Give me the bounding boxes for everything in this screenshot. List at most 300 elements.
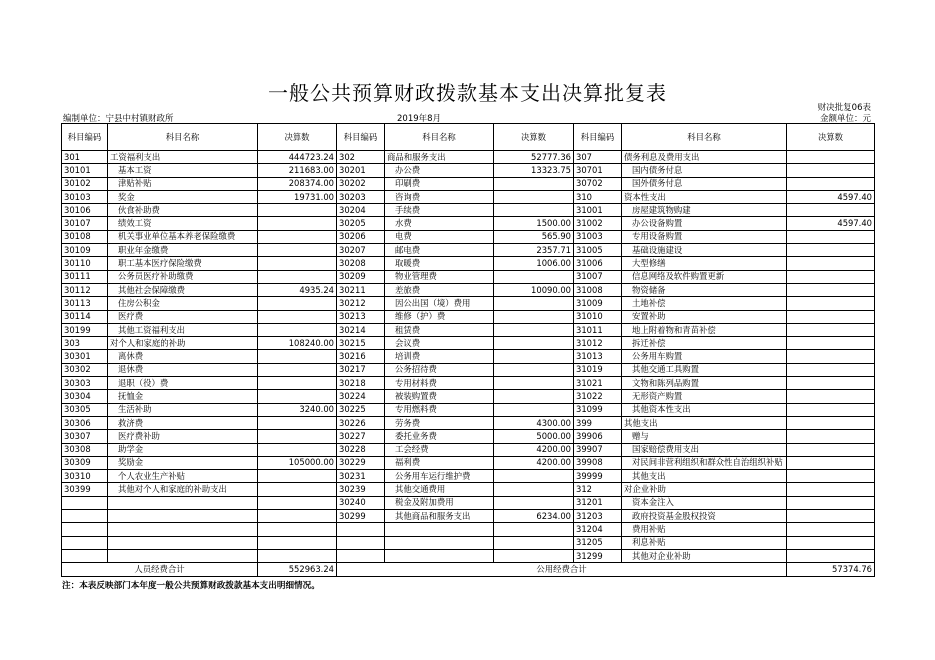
- account-name: 拆迁补偿: [622, 337, 787, 350]
- amount: [787, 443, 875, 456]
- table-row: [62, 337, 875, 350]
- account-code: 30702: [574, 177, 622, 190]
- totals-row: [62, 563, 875, 576]
- account-code: 30103: [62, 190, 108, 203]
- account-code: 30204: [337, 204, 385, 217]
- account-name: 离休费: [108, 350, 258, 363]
- account-code: 30209: [337, 270, 385, 283]
- account-code: 30111: [62, 270, 108, 283]
- amount: [258, 297, 337, 310]
- account-code: 39907: [574, 443, 622, 456]
- account-name: 国外债务付息: [622, 177, 787, 190]
- account-code: 30216: [337, 350, 385, 363]
- table-row: [62, 310, 875, 323]
- account-name: 办公设备购置: [622, 217, 787, 230]
- account-code: 31011: [574, 323, 622, 336]
- table-row: [62, 377, 875, 390]
- account-name: 其他对企业补助: [622, 549, 787, 562]
- amount: [258, 549, 337, 562]
- account-code: 30218: [337, 377, 385, 390]
- amount: 13323.75: [494, 164, 574, 177]
- account-code: 31005: [574, 244, 622, 257]
- amount: 108240.00: [258, 337, 337, 350]
- public-total-value: 57374.76: [787, 563, 875, 576]
- account-name: 专用燃料费: [385, 403, 494, 416]
- account-name: 工资福利支出: [108, 151, 258, 164]
- account-name: 手续费: [385, 204, 494, 217]
- amount: [787, 416, 875, 429]
- account-code: 31012: [574, 337, 622, 350]
- amount: [494, 350, 574, 363]
- account-name: 物业管理费: [385, 270, 494, 283]
- amount: [258, 230, 337, 243]
- amount: 1006.00: [494, 257, 574, 270]
- account-code: 31204: [574, 523, 622, 536]
- account-name: 其他社会保障缴费: [108, 283, 258, 296]
- public-total-label: 公用经费合计: [337, 563, 787, 576]
- account-name: 房屋建筑物购建: [622, 204, 787, 217]
- account-code: 30208: [337, 257, 385, 270]
- account-code: 31003: [574, 230, 622, 243]
- account-name: 生活补助: [108, 403, 258, 416]
- account-code: 30201: [337, 164, 385, 177]
- account-code: 307: [574, 151, 622, 164]
- account-name: 退职（役）费: [108, 377, 258, 390]
- account-code: 30304: [62, 390, 108, 403]
- table-row: [62, 416, 875, 429]
- table-row: [62, 363, 875, 376]
- account-name: 其他支出: [622, 470, 787, 483]
- account-name: 大型修缮: [622, 257, 787, 270]
- amount: [787, 297, 875, 310]
- amount: [787, 270, 875, 283]
- table-row: [62, 390, 875, 403]
- amount: [494, 483, 574, 496]
- amount: [787, 536, 875, 549]
- table-row: [62, 297, 875, 310]
- account-code: 39999: [574, 470, 622, 483]
- amount: 4200.00: [494, 456, 574, 469]
- account-name: 邮电费: [385, 244, 494, 257]
- account-code: 31007: [574, 270, 622, 283]
- account-name: 安置补助: [622, 310, 787, 323]
- account-name: 职业年金缴费: [108, 244, 258, 257]
- account-code: [337, 536, 385, 549]
- amount: [787, 151, 875, 164]
- account-name: 其他对个人和家庭的补助支出: [108, 483, 258, 496]
- account-code: 31019: [574, 363, 622, 376]
- amount: [494, 310, 574, 323]
- amount: 211683.00: [258, 164, 337, 177]
- header-amount: 决算数: [258, 124, 337, 151]
- table-row: [62, 283, 875, 296]
- header-name: 科目名称: [108, 124, 258, 151]
- amount: 19731.00: [258, 190, 337, 203]
- amount: [787, 403, 875, 416]
- account-name: 机关事业单位基本养老保险缴费: [108, 230, 258, 243]
- amount: [494, 523, 574, 536]
- account-name: 办公费: [385, 164, 494, 177]
- table-row: [62, 151, 875, 164]
- table-row: [62, 456, 875, 469]
- amount: [258, 244, 337, 257]
- account-code: 30211: [337, 283, 385, 296]
- amount: [494, 177, 574, 190]
- account-code: 30102: [62, 177, 108, 190]
- account-name: 公务招待费: [385, 363, 494, 376]
- amount: [787, 483, 875, 496]
- account-code: 30212: [337, 297, 385, 310]
- account-code: 30299: [337, 510, 385, 523]
- amount: [787, 456, 875, 469]
- account-name: 电费: [385, 230, 494, 243]
- account-name: 国家赔偿费用支出: [622, 443, 787, 456]
- account-name: 地上附着物和青苗补偿: [622, 323, 787, 336]
- account-code: 30309: [62, 456, 108, 469]
- amount: [258, 430, 337, 443]
- account-name: 公务用车购置: [622, 350, 787, 363]
- account-code: 30310: [62, 470, 108, 483]
- account-name: 政府投资基金股权投资: [622, 510, 787, 523]
- header-amount: 决算数: [494, 124, 574, 151]
- account-name: [385, 523, 494, 536]
- amount: [258, 416, 337, 429]
- table-row: [62, 190, 875, 203]
- amount: [494, 377, 574, 390]
- account-code: 30199: [62, 323, 108, 336]
- account-name: 公务员医疗补助缴费: [108, 270, 258, 283]
- account-code: 301: [62, 151, 108, 164]
- account-code: 30106: [62, 204, 108, 217]
- amount: [494, 270, 574, 283]
- amount: [258, 523, 337, 536]
- account-name: 被装购置费: [385, 390, 494, 403]
- account-name: 培训费: [385, 350, 494, 363]
- amount: [494, 390, 574, 403]
- account-name: 因公出国（境）费用: [385, 297, 494, 310]
- account-name: 职工基本医疗保险缴费: [108, 257, 258, 270]
- amount-unit: 金额单位：元: [819, 114, 871, 124]
- account-code: 31002: [574, 217, 622, 230]
- amount: [258, 510, 337, 523]
- amount: 10090.00: [494, 283, 574, 296]
- table-row: [62, 523, 875, 536]
- account-code: 399: [574, 416, 622, 429]
- amount: [787, 350, 875, 363]
- amount: [494, 536, 574, 549]
- amount: [787, 337, 875, 350]
- account-name: 物资储备: [622, 283, 787, 296]
- amount: 565.90: [494, 230, 574, 243]
- table-row: [62, 164, 875, 177]
- account-code: 30109: [62, 244, 108, 257]
- amount: [258, 470, 337, 483]
- account-code: 31203: [574, 510, 622, 523]
- amount: [258, 443, 337, 456]
- amount: [787, 283, 875, 296]
- account-name: 其他交通工具购置: [622, 363, 787, 376]
- account-name: 资本性支出: [622, 190, 787, 203]
- amount: [258, 377, 337, 390]
- account-code: 30213: [337, 310, 385, 323]
- amount: [494, 549, 574, 562]
- account-code: 303: [62, 337, 108, 350]
- account-name: 伙食补助费: [108, 204, 258, 217]
- account-code: 30701: [574, 164, 622, 177]
- account-name: 退休费: [108, 363, 258, 376]
- header-amount: 决算数: [787, 124, 875, 151]
- amount: [787, 177, 875, 190]
- account-code: 30227: [337, 430, 385, 443]
- account-name: 救济费: [108, 416, 258, 429]
- account-name: 其他资本性支出: [622, 403, 787, 416]
- budget-table: [61, 123, 875, 577]
- account-code: 30224: [337, 390, 385, 403]
- account-name: 抚恤金: [108, 390, 258, 403]
- account-name: 会议费: [385, 337, 494, 350]
- account-name: 其他商品和服务支出: [385, 510, 494, 523]
- account-code: 30308: [62, 443, 108, 456]
- account-code: 31021: [574, 377, 622, 390]
- amount: [258, 390, 337, 403]
- account-name: 对个人和家庭的补助: [108, 337, 258, 350]
- account-code: 30225: [337, 403, 385, 416]
- account-code: 30205: [337, 217, 385, 230]
- account-name: 奖励金: [108, 456, 258, 469]
- account-name: 水费: [385, 217, 494, 230]
- table-row: [62, 470, 875, 483]
- account-name: [385, 549, 494, 562]
- account-name: 国内债务付息: [622, 164, 787, 177]
- table-row: [62, 536, 875, 549]
- header-row: [62, 124, 875, 151]
- account-code: [62, 536, 108, 549]
- amount: 1500.00: [494, 217, 574, 230]
- amount: 208374.00: [258, 177, 337, 190]
- account-name: 取暖费: [385, 257, 494, 270]
- account-name: 奖金: [108, 190, 258, 203]
- account-code: [62, 549, 108, 562]
- table-row: [62, 230, 875, 243]
- personnel-total-value: 552963.24: [258, 563, 337, 576]
- account-name: 差旅费: [385, 283, 494, 296]
- table-row: [62, 270, 875, 283]
- account-code: 310: [574, 190, 622, 203]
- account-code: 30226: [337, 416, 385, 429]
- amount: [787, 164, 875, 177]
- header-name: 科目名称: [385, 124, 494, 151]
- account-code: 31009: [574, 297, 622, 310]
- account-code: 30206: [337, 230, 385, 243]
- account-name: 租赁费: [385, 323, 494, 336]
- amount: 4597.40: [787, 217, 875, 230]
- account-name: [108, 536, 258, 549]
- account-code: 31006: [574, 257, 622, 270]
- amount: 5000.00: [494, 430, 574, 443]
- amount: [494, 496, 574, 509]
- account-name: 费用补贴: [622, 523, 787, 536]
- amount: [258, 496, 337, 509]
- table-row: [62, 350, 875, 363]
- table-row: [62, 483, 875, 496]
- account-name: 福利费: [385, 456, 494, 469]
- amount: 3240.00: [258, 403, 337, 416]
- table-row: [62, 430, 875, 443]
- amount: [258, 483, 337, 496]
- amount: 4300.00: [494, 416, 574, 429]
- account-code: 30203: [337, 190, 385, 203]
- account-code: 31299: [574, 549, 622, 562]
- amount: 4935.24: [258, 283, 337, 296]
- account-name: 委托业务费: [385, 430, 494, 443]
- amount: [787, 496, 875, 509]
- account-name: 土地补偿: [622, 297, 787, 310]
- amount: [787, 323, 875, 336]
- account-code: 31001: [574, 204, 622, 217]
- table-row: [62, 443, 875, 456]
- account-name: 劳务费: [385, 416, 494, 429]
- account-code: 30110: [62, 257, 108, 270]
- amount: [258, 323, 337, 336]
- account-code: 30307: [62, 430, 108, 443]
- account-name: 对民间非营利组织和群众性自治组织补贴: [622, 456, 787, 469]
- account-name: 对企业补助: [622, 483, 787, 496]
- account-name: 债务利息及费用支出: [622, 151, 787, 164]
- account-code: 39906: [574, 430, 622, 443]
- account-name: 基本工资: [108, 164, 258, 177]
- account-name: 税金及附加费用: [385, 496, 494, 509]
- account-name: 文物和陈列品购置: [622, 377, 787, 390]
- header-code: 科目编码: [62, 124, 108, 151]
- account-code: 30399: [62, 483, 108, 496]
- compiling-unit: 编制单位：宁县中村镇财政所: [63, 114, 174, 124]
- account-name: 商品和服务支出: [385, 151, 494, 164]
- account-code: 30303: [62, 377, 108, 390]
- account-code: 30101: [62, 164, 108, 177]
- account-name: [108, 496, 258, 509]
- table-row: [62, 323, 875, 336]
- account-code: 30215: [337, 337, 385, 350]
- account-name: 公务用车运行维护费: [385, 470, 494, 483]
- amount: [787, 377, 875, 390]
- account-name: 医疗费补助: [108, 430, 258, 443]
- account-code: 31008: [574, 283, 622, 296]
- amount: [258, 204, 337, 217]
- amount: [494, 190, 574, 203]
- account-code: 30113: [62, 297, 108, 310]
- amount: 4597.40: [787, 190, 875, 203]
- account-name: 其他支出: [622, 416, 787, 429]
- amount: [494, 363, 574, 376]
- account-code: 30107: [62, 217, 108, 230]
- amount: [787, 310, 875, 323]
- account-code: [62, 496, 108, 509]
- table-row: [62, 510, 875, 523]
- amount: [494, 323, 574, 336]
- amount: [258, 350, 337, 363]
- account-code: 30231: [337, 470, 385, 483]
- amount: 6234.00: [494, 510, 574, 523]
- account-code: 30229: [337, 456, 385, 469]
- amount: [787, 470, 875, 483]
- account-code: 30114: [62, 310, 108, 323]
- report-date: 2019年8月: [397, 114, 442, 124]
- account-code: 30112: [62, 283, 108, 296]
- account-code: 30306: [62, 416, 108, 429]
- table-row: [62, 217, 875, 230]
- amount: 52777.36: [494, 151, 574, 164]
- page-title: 一般公共预算财政拨款基本支出决算批复表: [268, 81, 667, 105]
- table-row: [62, 204, 875, 217]
- table-row: [62, 496, 875, 509]
- account-name: 信息网络及软件购置更新: [622, 270, 787, 283]
- header-name: 科目名称: [622, 124, 787, 151]
- personnel-total-label: 人员经费合计: [62, 563, 258, 576]
- amount: 105000.00: [258, 456, 337, 469]
- amount: [494, 470, 574, 483]
- account-code: [337, 523, 385, 536]
- account-name: 工会经费: [385, 443, 494, 456]
- table-row: [62, 549, 875, 562]
- amount: [494, 403, 574, 416]
- account-name: [108, 549, 258, 562]
- account-name: 绩效工资: [108, 217, 258, 230]
- account-code: 30240: [337, 496, 385, 509]
- account-code: 31010: [574, 310, 622, 323]
- amount: [494, 204, 574, 217]
- account-name: [108, 510, 258, 523]
- account-name: 医疗费: [108, 310, 258, 323]
- amount: [494, 297, 574, 310]
- account-code: [62, 510, 108, 523]
- amount: [787, 244, 875, 257]
- header-code: 科目编码: [574, 124, 622, 151]
- account-code: 31022: [574, 390, 622, 403]
- amount: [258, 363, 337, 376]
- account-code: 30202: [337, 177, 385, 190]
- amount: [258, 536, 337, 549]
- account-name: 个人农业生产补贴: [108, 470, 258, 483]
- account-code: 30214: [337, 323, 385, 336]
- amount: [787, 390, 875, 403]
- account-name: 赠与: [622, 430, 787, 443]
- account-code: 31013: [574, 350, 622, 363]
- account-name: 专用材料费: [385, 377, 494, 390]
- amount: [494, 337, 574, 350]
- account-name: 印刷费: [385, 177, 494, 190]
- account-code: [62, 523, 108, 536]
- table-body: [62, 124, 875, 563]
- account-code: 31205: [574, 536, 622, 549]
- account-name: 专用设备购置: [622, 230, 787, 243]
- amount: [258, 217, 337, 230]
- account-name: 其他工资福利支出: [108, 323, 258, 336]
- account-code: 31201: [574, 496, 622, 509]
- account-name: [108, 523, 258, 536]
- account-name: 助学金: [108, 443, 258, 456]
- account-code: 30302: [62, 363, 108, 376]
- account-name: 津贴补贴: [108, 177, 258, 190]
- table-row: [62, 257, 875, 270]
- account-code: 30217: [337, 363, 385, 376]
- amount: [787, 523, 875, 536]
- account-code: 39908: [574, 456, 622, 469]
- header-code: 科目编码: [337, 124, 385, 151]
- table-row: [62, 403, 875, 416]
- account-name: 无形资产购置: [622, 390, 787, 403]
- form-code: 财决批复06表: [817, 103, 871, 113]
- amount: [787, 230, 875, 243]
